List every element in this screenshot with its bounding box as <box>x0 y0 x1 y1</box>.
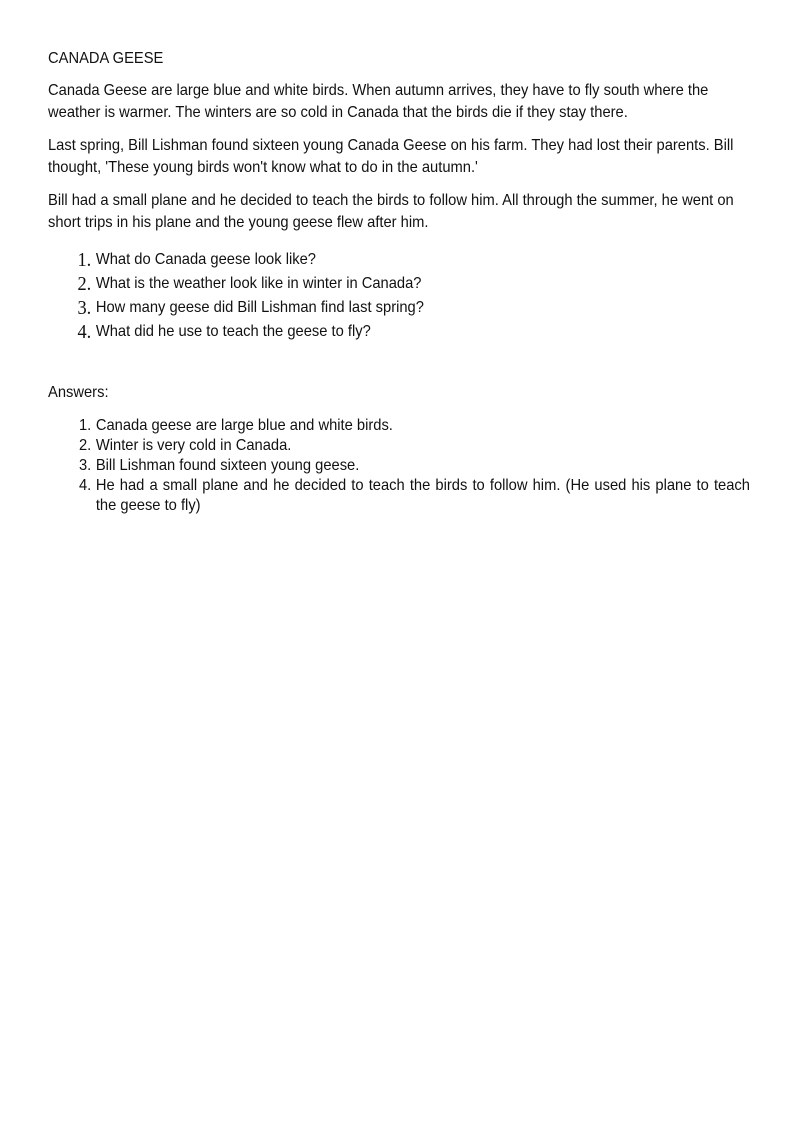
paragraph-3: Bill had a small plane and he decided to teach the birds to follow him. All through the summer, he went on short trips in his plane and the young geese flew after him. <box>48 192 734 231</box>
document-page <box>48 48 750 516</box>
question-text: What did he use to teach the geese to fly? <box>95 323 371 340</box>
question-number: 4. <box>77 321 92 343</box>
page-title: CANADA GEESE <box>48 50 164 67</box>
question-text: How many geese did Bill Lishman find last spring? <box>95 299 424 316</box>
answer-number: 1. <box>78 417 92 434</box>
paragraph-1: Canada Geese are large blue and white birds. When autumn arrives, they have to fly south where the weather is warmer. The winters are so cold in Canada that the birds die if they stay there. <box>48 82 709 121</box>
question-item <box>48 248 750 272</box>
question-item <box>48 320 750 344</box>
questions-list <box>48 248 750 344</box>
answer-text: Bill Lishman found sixteen young geese. <box>95 457 360 474</box>
answer-number: 3. <box>78 457 92 474</box>
document-body <box>48 48 750 516</box>
answer-item <box>48 456 750 476</box>
answer-number: 4. <box>78 477 92 494</box>
question-text: What do Canada geese look like? <box>95 251 316 268</box>
question-item <box>48 296 750 320</box>
paragraph-2: Last spring, Bill Lishman found sixteen young Canada Geese on his farm. They had lost their parents. Bill thought, 'These young birds won't know what to do in the autumn.' <box>48 137 734 176</box>
question-text: What is the weather look like in winter in Canada? <box>95 275 422 292</box>
answer-item <box>48 476 750 516</box>
question-number: 3. <box>77 297 92 319</box>
question-number: 2. <box>77 273 92 295</box>
answer-item <box>48 436 750 456</box>
answers-list <box>48 416 750 516</box>
answers-heading: Answers: <box>48 384 109 401</box>
answer-item <box>48 416 750 436</box>
answer-text: Canada geese are large blue and white birds. <box>95 417 393 434</box>
question-item <box>48 272 750 296</box>
answer-number: 2. <box>78 437 92 454</box>
question-number: 1. <box>77 249 92 271</box>
answer-text: He had a small plane and he decided to teach the birds to follow him. (He used his plane to teach the geese to fly) <box>95 477 750 514</box>
answer-text: Winter is very cold in Canada. <box>95 437 292 454</box>
